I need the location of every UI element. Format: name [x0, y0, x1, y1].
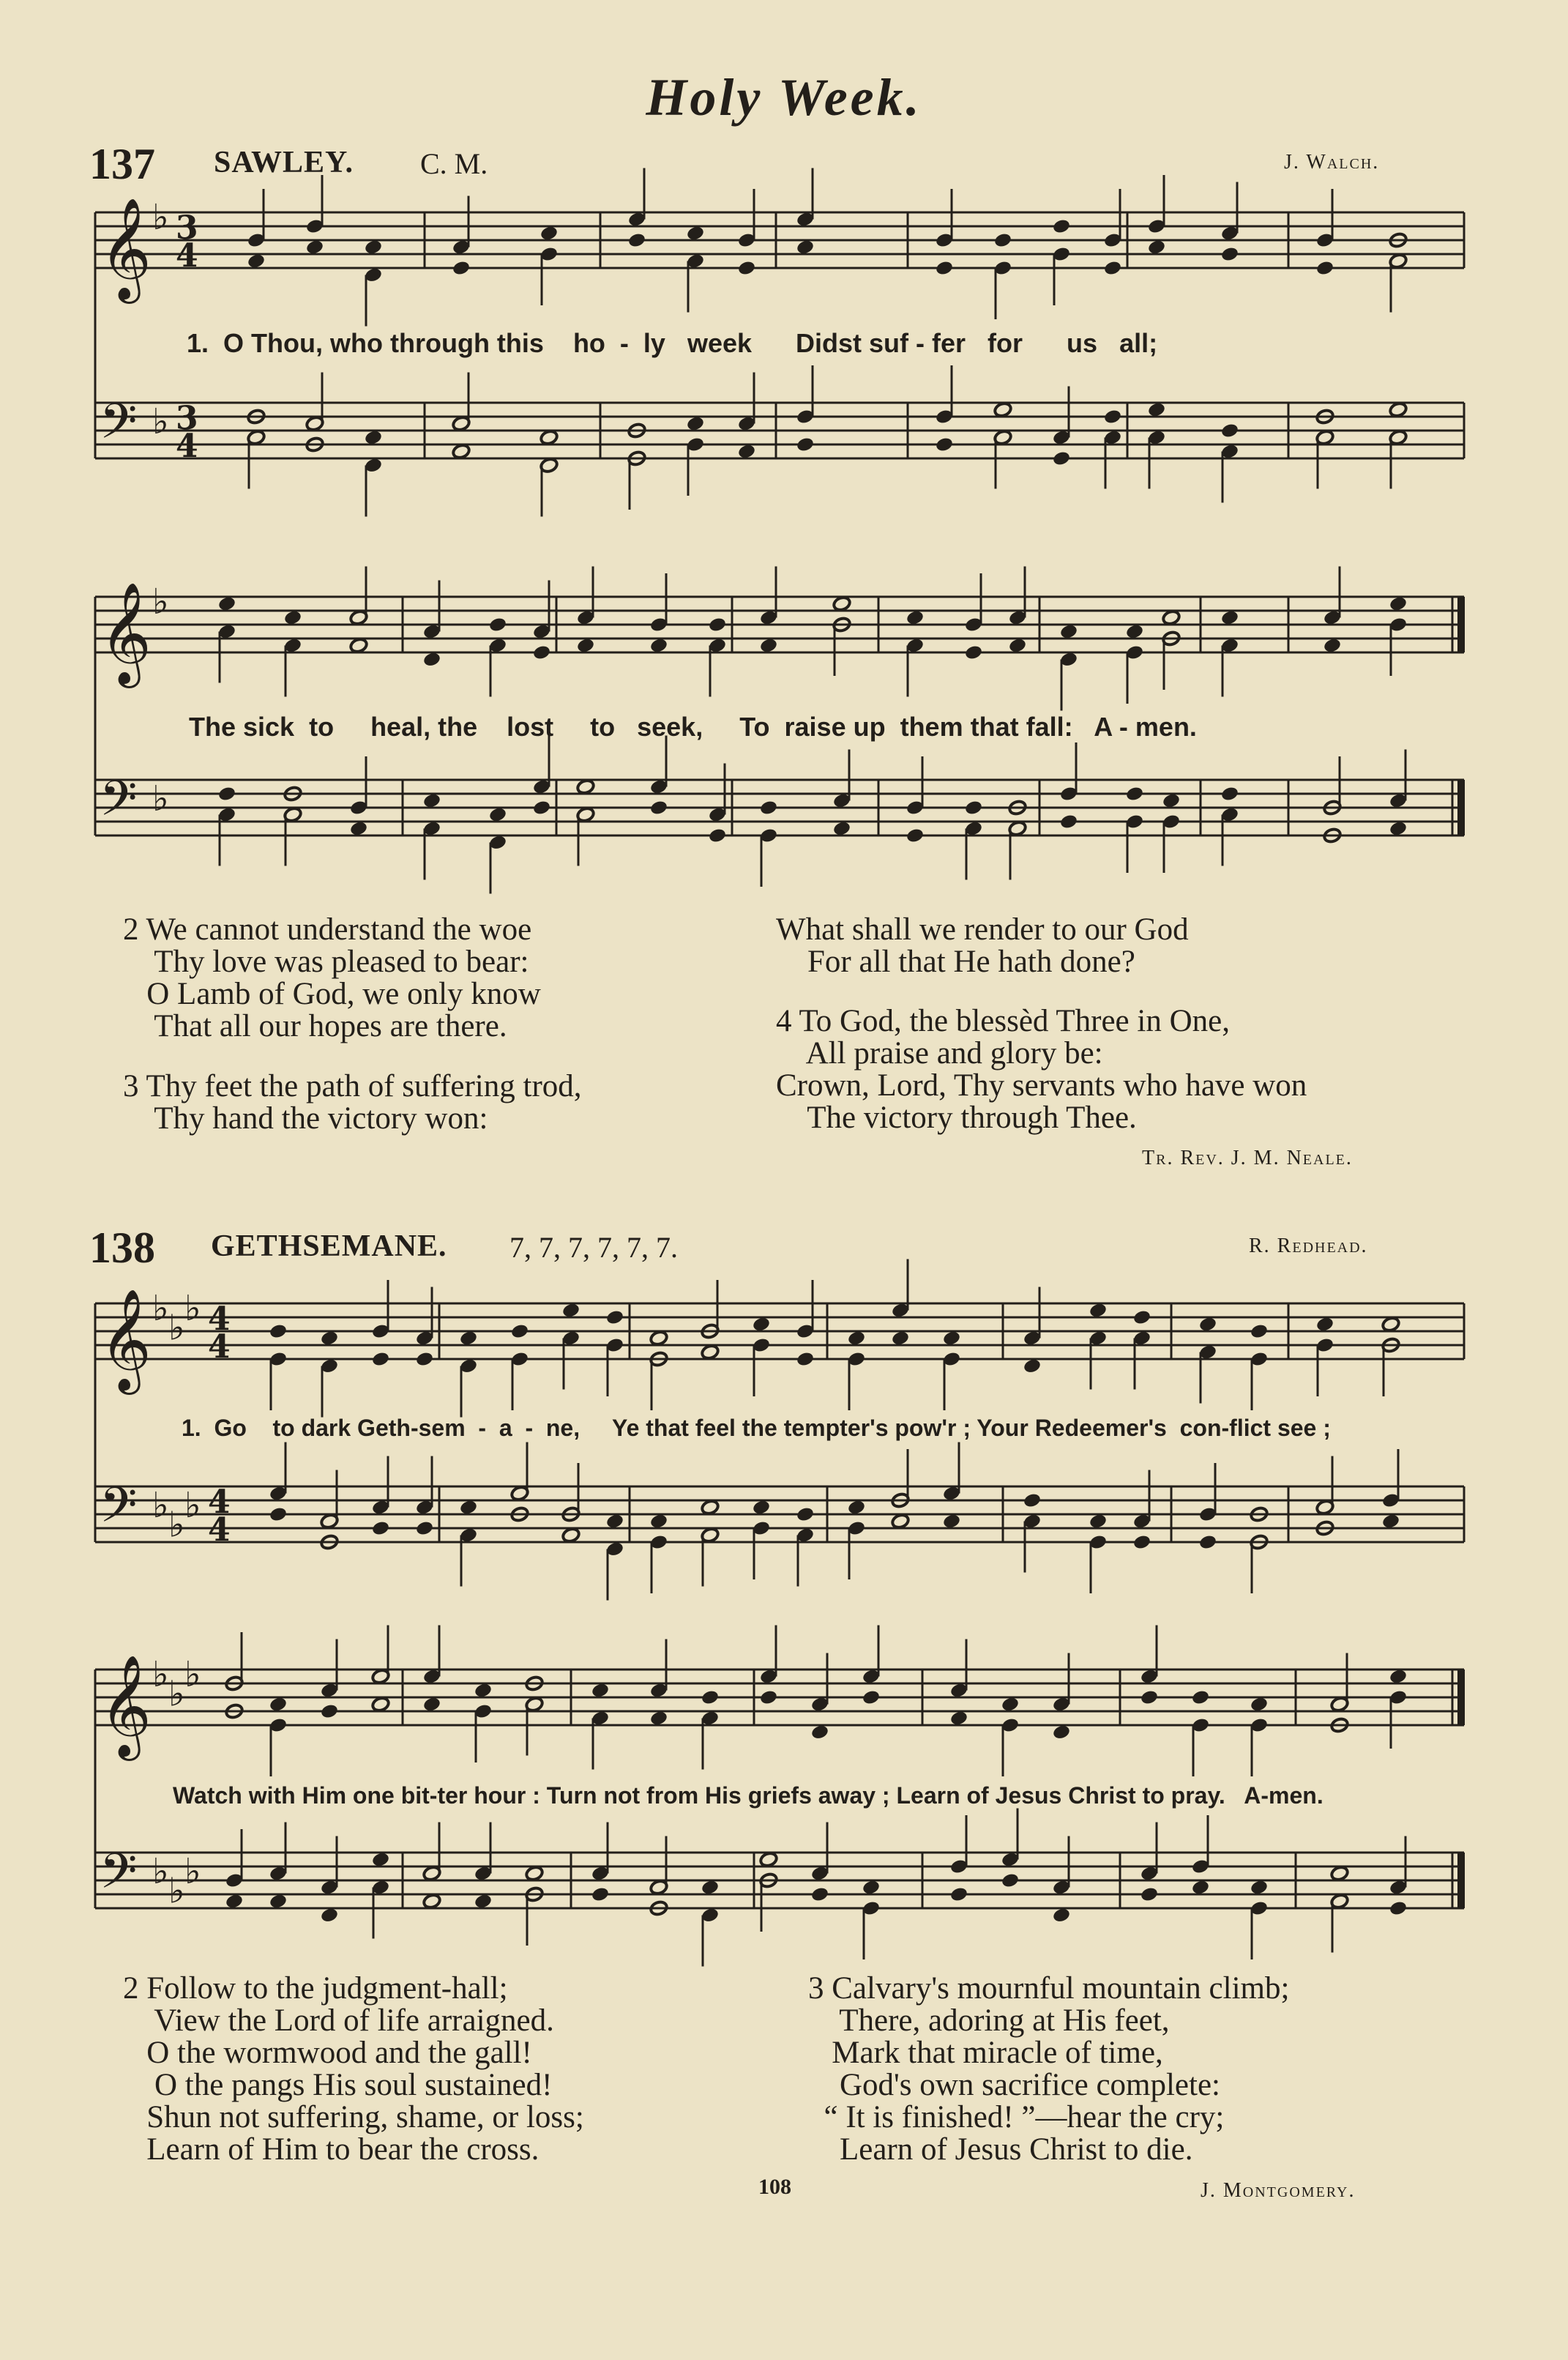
note-head	[701, 1499, 720, 1516]
note-head	[459, 1499, 478, 1516]
note-head	[1220, 609, 1239, 626]
note-head	[452, 443, 471, 460]
note-head	[1250, 1879, 1269, 1896]
stanza-137-3-cont: What shall we render to our God For all that He hath done?	[776, 912, 1189, 979]
note-head	[1147, 239, 1166, 256]
note-head	[708, 617, 727, 633]
note-head	[627, 232, 646, 249]
note-head	[371, 1851, 390, 1868]
note-head	[305, 239, 324, 256]
note-head	[1389, 595, 1408, 612]
note-head	[474, 1682, 493, 1699]
note-head	[1089, 1302, 1108, 1319]
note-head	[1052, 450, 1071, 467]
note-head	[1250, 1323, 1269, 1340]
note-head	[935, 436, 954, 453]
note-head	[591, 1682, 610, 1699]
note-head	[283, 609, 302, 626]
note-head	[1315, 1316, 1334, 1333]
note-head	[1052, 218, 1071, 235]
bass-clef: 𝄢	[100, 1843, 138, 1911]
flat-sign: ♭	[152, 196, 169, 238]
note-head	[686, 415, 705, 432]
note-head	[561, 1302, 580, 1319]
stanza-137-2: 2 We cannot understand the woe Thy love was pleased to bear: O Lamb of God, we only know That all our hopes are there.	[123, 912, 541, 1043]
time-signature-top: 4	[208, 1484, 231, 1521]
flat-sign: ♭	[152, 1850, 169, 1892]
note-head	[1147, 401, 1166, 418]
note-head	[1132, 1309, 1151, 1326]
note-head	[349, 820, 368, 837]
note-head	[1220, 786, 1239, 803]
tune-name-138: GETHSEMANE.	[211, 1229, 447, 1263]
note-head	[1198, 1316, 1217, 1333]
note-head	[371, 1696, 390, 1713]
note-head	[964, 800, 983, 816]
note-head	[605, 1309, 624, 1326]
note-head	[1220, 423, 1239, 439]
note-head	[701, 1344, 720, 1360]
note-head	[452, 260, 471, 277]
note-head	[591, 1886, 610, 1903]
lyric-line-137-2: The sick to heal, the lost to seek, To raise up them that fall: A - men.	[189, 712, 1197, 742]
note-head	[1389, 1900, 1408, 1917]
note-head	[993, 232, 1012, 249]
note-head	[891, 1330, 910, 1347]
note-head	[862, 1689, 881, 1706]
note-head	[737, 260, 756, 277]
note-head	[422, 651, 441, 668]
note-head	[364, 429, 383, 446]
note-head	[320, 1907, 339, 1924]
time-signature-top: 4	[208, 1300, 231, 1338]
note-head	[1052, 1907, 1071, 1924]
note-head	[371, 1520, 390, 1537]
note-head	[532, 644, 551, 661]
time-signature-top: 3	[176, 209, 198, 247]
flat-sign: ♭	[152, 1484, 169, 1526]
time-signature-bottom: 4	[208, 1511, 231, 1549]
note-head	[1059, 814, 1078, 830]
note-head	[964, 644, 983, 661]
note-head	[759, 800, 778, 816]
note-head	[364, 239, 383, 256]
lyric-line-138-1: 1. Go to dark Geth-sem - a - ne, Ye that feel the tempter's pow'r ; Your Redeemer's con-flict see ;	[182, 1415, 1331, 1441]
note-head	[862, 1879, 881, 1896]
note-head	[701, 1689, 720, 1706]
note-head	[1001, 1696, 1020, 1713]
time-signature-bottom: 4	[208, 1328, 231, 1366]
hymn-number-137: 137	[89, 140, 155, 188]
note-head	[422, 1696, 441, 1713]
composer-137: J. Walch.	[1284, 151, 1380, 174]
flat-sign: ♭	[152, 401, 169, 442]
note-head	[942, 1513, 961, 1530]
note-head	[1389, 1668, 1408, 1685]
note-head	[1220, 246, 1239, 263]
meter-137: C. M.	[420, 147, 488, 180]
note-head	[810, 1886, 829, 1903]
stanza-137-4: 4 To God, the blessèd Three in One, All praise and glory be: Crown, Lord, Thy servants who have won The victory through Thee.	[776, 1004, 1307, 1135]
note-head	[1381, 1316, 1400, 1333]
note-head	[1198, 1534, 1217, 1551]
note-head	[832, 595, 851, 612]
stanza-138-3: 3 Calvary's mournful mountain climb; There, adoring at His feet, Mark that miracle of time, God's own sacrifice complete: “ It is finished! ”—hear the cry; Learn of Jesus Christ to die.	[808, 1971, 1290, 2167]
bass-clef: 𝄢	[100, 1477, 138, 1545]
note-head	[217, 595, 236, 612]
treble-clef: 𝄞	[100, 1655, 152, 1757]
note-head	[847, 1499, 866, 1516]
note-head	[561, 1527, 580, 1544]
note-head	[1330, 1865, 1349, 1882]
lyric-line-138-2: Watch with Him one bit-ter hour : Turn not from His griefs away ; Learn of Jesus Christ to pray. A-men.	[173, 1782, 1324, 1809]
note-head	[701, 1879, 720, 1896]
note-head	[649, 1513, 668, 1530]
note-head	[1191, 1879, 1210, 1896]
note-head	[576, 637, 595, 654]
note-head	[1023, 1358, 1042, 1374]
note-head	[949, 1886, 968, 1903]
note-head	[759, 1689, 778, 1706]
note-head	[605, 1513, 624, 1530]
note-head	[993, 401, 1012, 418]
note-head	[1132, 1534, 1151, 1551]
note-head	[371, 1351, 390, 1368]
note-head	[1089, 1513, 1108, 1530]
note-head	[810, 1724, 829, 1741]
note-head	[796, 239, 815, 256]
composer-138: R. Redhead.	[1249, 1235, 1368, 1257]
note-head	[1103, 260, 1122, 277]
note-head	[759, 1851, 778, 1868]
flat-sign: ♭	[152, 778, 169, 819]
note-head	[796, 436, 815, 453]
note-head	[1250, 1696, 1269, 1713]
flat-sign: ♭	[152, 1653, 169, 1695]
time-signature-top: 3	[176, 400, 198, 437]
note-head	[708, 827, 727, 844]
lyric-line-137-1: 1. O Thou, who through this ho - ly week Didst suf - fer for us all;	[187, 328, 1158, 358]
note-head	[422, 792, 441, 809]
note-head	[906, 827, 925, 844]
stanza-137-3: 3 Thy feet the path of suffering trod, Thy hand the victory won:	[123, 1069, 582, 1136]
note-head	[1103, 409, 1122, 425]
note-head	[1381, 1513, 1400, 1530]
bass-clef: 𝄢	[100, 770, 138, 838]
note-head	[649, 800, 668, 816]
note-head	[1162, 609, 1181, 626]
note-head	[1140, 1689, 1159, 1706]
note-head	[474, 1893, 493, 1910]
note-head	[649, 1330, 668, 1347]
treble-clef: 𝄞	[100, 1289, 152, 1391]
note-head	[759, 637, 778, 654]
note-head	[906, 609, 925, 626]
note-head	[796, 1506, 815, 1523]
note-head	[891, 1513, 910, 1530]
note-head	[247, 253, 266, 269]
time-signature-bottom: 4	[176, 237, 198, 275]
note-head	[1023, 1492, 1042, 1509]
note-head	[510, 1323, 529, 1340]
note-head	[532, 800, 551, 816]
note-head	[459, 1330, 478, 1347]
music-system-138-2	[88, 1640, 1471, 1984]
note-head	[649, 1710, 668, 1727]
note-head	[320, 1330, 339, 1347]
note-head	[1001, 1872, 1020, 1889]
credit-138: J. Montgomery.	[1201, 2179, 1356, 2202]
note-head	[949, 1710, 968, 1727]
note-head	[540, 429, 559, 446]
note-head	[217, 786, 236, 803]
note-head	[488, 617, 507, 633]
treble-clef: 𝄞	[100, 198, 152, 299]
stanza-138-2: 2 Follow to the judgment-hall; View the Lord of life arraigned. O the wormwood and the gall! O the pangs His soul sustained! Shun not suffering, shame, or loss; Learn of Him to bear the cross.	[123, 1971, 584, 2167]
flat-sign: ♭	[168, 1307, 185, 1349]
note-head	[1140, 1886, 1159, 1903]
note-head	[1125, 786, 1144, 803]
time-signature-bottom: 4	[176, 428, 198, 465]
note-head	[269, 1893, 288, 1910]
note-head	[942, 1330, 961, 1347]
note-head	[1008, 637, 1027, 654]
note-head	[540, 225, 559, 242]
flat-sign: ♭	[184, 1653, 201, 1695]
hymn-number-138: 138	[89, 1224, 155, 1272]
note-head	[752, 1499, 771, 1516]
note-head	[752, 1316, 771, 1333]
flat-sign: ♭	[184, 1484, 201, 1526]
note-head	[269, 1696, 288, 1713]
note-head	[225, 1893, 244, 1910]
flat-sign: ♭	[168, 1673, 185, 1715]
note-head	[269, 1506, 288, 1523]
section-title: Holy Week.	[646, 68, 922, 127]
note-head	[488, 806, 507, 823]
note-head	[1125, 623, 1144, 640]
note-head	[649, 637, 668, 654]
meter-138: 7, 7, 7, 7, 7, 7.	[509, 1231, 678, 1264]
treble-clef: 𝄞	[100, 582, 152, 684]
note-head	[1191, 1689, 1210, 1706]
tune-name-137: SAWLEY.	[214, 146, 354, 179]
note-head	[1323, 637, 1342, 654]
note-head	[935, 260, 954, 277]
note-head	[1389, 401, 1408, 418]
flat-sign: ♭	[152, 1287, 169, 1329]
flat-sign: ♭	[168, 1504, 185, 1546]
note-head	[1052, 1724, 1071, 1741]
flat-sign: ♭	[168, 1870, 185, 1912]
note-head	[686, 225, 705, 242]
note-head	[847, 1330, 866, 1347]
flat-sign: ♭	[184, 1850, 201, 1892]
note-head	[269, 1323, 288, 1340]
bass-clef: 𝄢	[100, 393, 138, 461]
credit-137: Tr. Rev. J. M. Neale.	[1142, 1147, 1353, 1169]
page-number: 108	[758, 2175, 791, 2199]
flat-sign: ♭	[152, 581, 169, 622]
note-head	[832, 820, 851, 837]
note-head	[349, 637, 368, 654]
note-head	[1059, 623, 1078, 640]
note-head	[1389, 820, 1408, 837]
note-head	[1162, 792, 1181, 809]
note-head	[737, 443, 756, 460]
note-head	[415, 1351, 434, 1368]
note-head	[1315, 260, 1334, 277]
note-head	[576, 778, 595, 795]
note-head	[415, 1520, 434, 1537]
flat-sign: ♭	[184, 1287, 201, 1329]
note-head	[320, 1703, 339, 1720]
note-head	[796, 1351, 815, 1368]
note-head	[422, 1893, 441, 1910]
note-head	[525, 1865, 544, 1882]
